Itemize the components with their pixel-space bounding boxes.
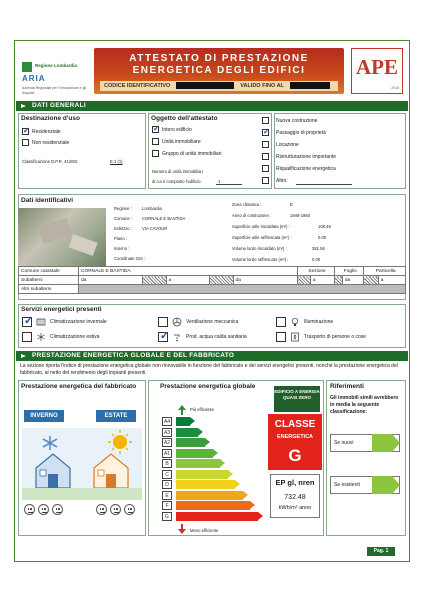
water-tap-icon	[172, 332, 182, 342]
se-nuovi-arrow-icon	[372, 434, 400, 452]
oggetto-title: Oggetto dell'attestato	[151, 115, 218, 122]
hatch-cell	[364, 276, 378, 285]
riferimenti-text: Gli immobili simili avrebbero in media la seguente classificazione:	[330, 395, 399, 415]
cadastral-table	[18, 266, 406, 294]
lightbulb-icon	[290, 317, 300, 327]
seasonal-houses-illustration	[22, 428, 142, 500]
vol-raff-value: 0.00	[312, 257, 321, 262]
hatch-cell	[143, 276, 166, 285]
ep-label: EP gl, nren	[275, 478, 315, 487]
rating-face-icon	[96, 504, 107, 515]
sup-risc-label: Superficie utile riscaldata (m²) :	[232, 224, 290, 229]
title-banner	[94, 48, 344, 94]
region-logo	[22, 62, 96, 95]
hatch-cell	[298, 276, 311, 285]
codes-strip	[100, 81, 338, 91]
servizio-label: Climatizzazione estiva	[50, 334, 100, 340]
a-label: a	[166, 276, 210, 285]
valid-label: VALIDO FINO AL	[240, 83, 284, 89]
hatch-cell	[210, 276, 233, 285]
class-label-c: C	[162, 470, 172, 479]
da-label: da	[79, 276, 143, 285]
class-bar-g	[176, 512, 258, 521]
servizio-label: Trasporto di persone o cose	[304, 334, 367, 340]
composto-label: di cui è composto l'edificio:	[152, 179, 202, 184]
table-row	[19, 285, 406, 294]
rating-face-icon	[24, 504, 35, 515]
globale-title: Prestazione energetica globale	[160, 383, 256, 390]
anno-value: 1946-1960	[290, 213, 311, 218]
acqua-calda-checkbox[interactable]	[158, 332, 168, 342]
passaggio-checkbox[interactable]	[262, 129, 269, 136]
ape-logo-year: 2015	[391, 86, 399, 90]
ep-value: 732.48	[284, 494, 306, 501]
rating-face-icon	[110, 504, 121, 515]
subalterni-label: Subalterni	[19, 276, 79, 285]
servizio-label: Prod. acqua calda sanitaria	[186, 334, 247, 340]
title-line1: ATTESTATO DI PRESTAZIONE	[129, 53, 309, 64]
radiator-icon	[36, 317, 46, 327]
residenziale-label: Residenziale	[32, 129, 61, 135]
altro-checkbox[interactable]	[262, 177, 269, 184]
riferimenti-title: Riferimenti	[330, 383, 364, 390]
motivo-box	[274, 113, 406, 189]
class-label-a4: A4	[163, 419, 171, 425]
altro-label: Altro:	[276, 178, 288, 184]
classe-value: G	[288, 446, 302, 465]
class-label-a2: A2	[163, 440, 171, 446]
illuminazione-checkbox[interactable]	[276, 317, 286, 327]
unita-immobiliare-checkbox[interactable]	[152, 138, 159, 145]
sup-raff-value: 0.00	[318, 235, 327, 240]
section-dati-generali	[16, 101, 408, 111]
estate-header: ESTATE	[96, 410, 136, 422]
classificazione-label: Classificazione D.P.R. 412/93:	[22, 159, 79, 164]
trasporto-checkbox[interactable]	[276, 332, 286, 342]
servizi-title: Servizi energetici presenti	[21, 306, 102, 313]
gruppo-unita-checkbox[interactable]	[152, 150, 159, 157]
logo-aria-sub: Azienda Regionale per l'Innovazione e gli Acquisti	[22, 86, 87, 95]
particella-header: Particella	[364, 267, 406, 276]
destinazione-box	[18, 113, 146, 189]
classe-label: ENERGETICA	[276, 434, 314, 440]
non-residenziale-checkbox[interactable]	[22, 139, 29, 146]
section-prestazione	[16, 351, 408, 361]
nuova-costruzione-label: Nuova costruzione	[276, 118, 318, 124]
classificazione-value: E.1 (1)	[110, 159, 123, 164]
ristrutturazione-label: Ristrutturazione importante	[276, 154, 337, 160]
table-row	[19, 276, 406, 285]
vol-raff-label: Volume lordo raffrescato (m³) :	[232, 257, 289, 262]
elevator-icon	[290, 332, 300, 342]
class-label-d: D	[162, 480, 172, 489]
table-row	[19, 267, 406, 276]
da-label: da	[342, 276, 364, 285]
hatch-cell	[335, 276, 343, 285]
riqualificazione-label: Riqualificazione energetica	[276, 166, 336, 172]
class-label-e: E	[162, 491, 172, 500]
arrow-up-icon	[178, 405, 186, 415]
locazione-label: Locazione	[276, 142, 299, 148]
arrow-icon	[21, 354, 26, 358]
class-bar-a1	[176, 449, 213, 458]
meno-efficiente-label: Meno efficiente	[190, 528, 219, 533]
class-label-b: B	[162, 459, 172, 468]
class-bar-a3	[176, 428, 198, 437]
code-label: CODICE IDENTIFICATIVO	[104, 83, 171, 89]
ristrutturazione-checkbox[interactable]	[262, 153, 269, 160]
arrow-icon	[21, 104, 26, 108]
passaggio-label: Passaggio di proprietà	[276, 130, 326, 136]
a-label: a	[378, 276, 405, 285]
ape-logo	[351, 48, 403, 94]
indirizzo-value: VIA CAVOUR	[142, 226, 168, 231]
zona-label: Zona climatica :	[232, 202, 262, 207]
rating-face-icon	[38, 504, 49, 515]
redacted-code	[176, 82, 234, 89]
section-title: DATI GENERALI	[32, 102, 86, 109]
servizio-label: Ventilazione meccanica	[186, 319, 239, 325]
residenziale-checkbox[interactable]	[22, 128, 29, 135]
logo-region-text: Regione Lombardia	[35, 63, 78, 68]
piu-efficiente-label: Più efficiente	[190, 407, 214, 412]
class-bar-c	[176, 470, 228, 479]
class-bar-d	[176, 480, 235, 489]
title-line2: ENERGETICA DEGLI EDIFICI	[132, 65, 306, 76]
vol-risc-value: 381.56	[312, 246, 325, 251]
lombardia-logo-icon	[22, 62, 32, 72]
servizio-label: Illuminazione	[304, 319, 334, 325]
climatizzazione-invernale-checkbox[interactable]	[22, 317, 32, 327]
class-label-a1: A1	[163, 450, 171, 457]
da-label: da	[233, 276, 297, 285]
comune-value: CORNALE E BASTIDA	[142, 216, 186, 221]
snowflake-icon	[36, 332, 46, 342]
altri-subalterni-label: Altri subalterni	[19, 285, 79, 294]
comune-catastale-value: CORNALE E BASTIDA	[79, 267, 298, 276]
arrow-down-icon	[178, 524, 186, 534]
sup-risc-value: 108.48	[318, 224, 331, 229]
comune-label: Comune :	[114, 216, 133, 221]
intero-edificio-checkbox[interactable]	[152, 126, 159, 133]
se-esistenti-arrow-icon	[372, 476, 400, 494]
non-residenziale-label: Non residenziale	[32, 140, 70, 146]
identificativi-title: Dati identificativi	[21, 197, 74, 204]
section-title: PRESTAZIONE ENERGETICA GLOBALE E DEL FABBRICATO	[32, 352, 235, 359]
nuova-costruzione-checkbox[interactable]	[262, 117, 269, 124]
a-label: a	[310, 276, 334, 285]
zona-value: E	[290, 202, 293, 207]
altro-underline	[296, 184, 352, 185]
altri-subalterni-value	[79, 285, 406, 294]
locazione-checkbox[interactable]	[262, 141, 269, 148]
ep-unit: kWh/m² anno	[278, 505, 312, 511]
prestazione-paragraph: La sezione riporta l'indice di prestazione energetica globale non rinnovabile in funzione del fabbricato e dei servizi energetici presenti, nonché la prestazione energetica del fabbricato, al netto del rendimento degli impianti presenti.	[20, 363, 398, 376]
servizio-label: Climatizzazione invernale	[50, 319, 107, 325]
nzeb-box: EDIFICIO A ENERGIA QUASI ZERO	[274, 386, 320, 412]
class-bar-f	[176, 501, 250, 510]
header	[14, 44, 410, 98]
class-bar-e	[176, 491, 243, 500]
intero-edificio-label: Intero edificio	[162, 127, 192, 133]
classe-label-word: CLASSE	[274, 419, 316, 430]
sezione-header: Sezione	[298, 267, 335, 276]
rating-face-icon	[124, 504, 135, 515]
ape-logo-text: APE	[356, 55, 398, 79]
class-label-g: G	[162, 512, 172, 521]
interno-label: Interno :	[114, 246, 130, 251]
ventilazione-checkbox[interactable]	[158, 317, 168, 327]
regione-value: Lombardia	[142, 206, 162, 211]
se-esistenti-label: Se esistenti	[334, 482, 360, 488]
class-label-f: F	[162, 501, 172, 510]
page-number: Pag. 1	[367, 547, 395, 556]
piano-label: Piano :	[114, 236, 128, 241]
class-bar-b	[176, 459, 220, 468]
se-nuovi-label: Se nuovi	[334, 440, 354, 446]
redacted-date	[290, 82, 330, 89]
indirizzo-label: Indirizzo :	[114, 226, 132, 231]
sup-raff-label: Superficie utile raffrescata (m²) :	[232, 235, 292, 240]
fabbricato-title: Prestazione energetica del fabbricato	[21, 383, 137, 390]
logo-aria-text: ARIA	[22, 74, 46, 83]
class-bar-a4	[176, 417, 190, 426]
unita-immobiliare-label: Unità immobiliare	[162, 139, 201, 145]
vol-risc-label: Volume lordo riscaldato (m³) :	[232, 246, 287, 251]
anno-label: Anno di costruzione :	[232, 213, 272, 218]
composto-underline	[216, 184, 242, 185]
class-bar-a2	[176, 438, 205, 447]
destinazione-title: Destinazione d'uso	[21, 115, 80, 122]
regione-label: Regione :	[114, 206, 132, 211]
aerial-photo	[18, 208, 106, 266]
inverno-header: INVERNO	[24, 410, 64, 422]
climatizzazione-estiva-checkbox[interactable]	[22, 332, 32, 342]
class-label-a3: A3	[163, 429, 171, 436]
comune-catastale-label: Comune catastale	[19, 267, 79, 276]
rating-face-icon	[52, 504, 63, 515]
foglio-header: Foglio	[335, 267, 364, 276]
fan-icon	[172, 317, 182, 327]
numero-unita-label: Numero di unità immobiliari	[152, 169, 203, 174]
coordinate-label: Coordinate GIS :	[114, 256, 146, 261]
riqualificazione-checkbox[interactable]	[262, 165, 269, 172]
composto-value: 1	[218, 179, 221, 184]
gruppo-unita-label: Gruppo di unità immobiliari	[162, 151, 222, 157]
